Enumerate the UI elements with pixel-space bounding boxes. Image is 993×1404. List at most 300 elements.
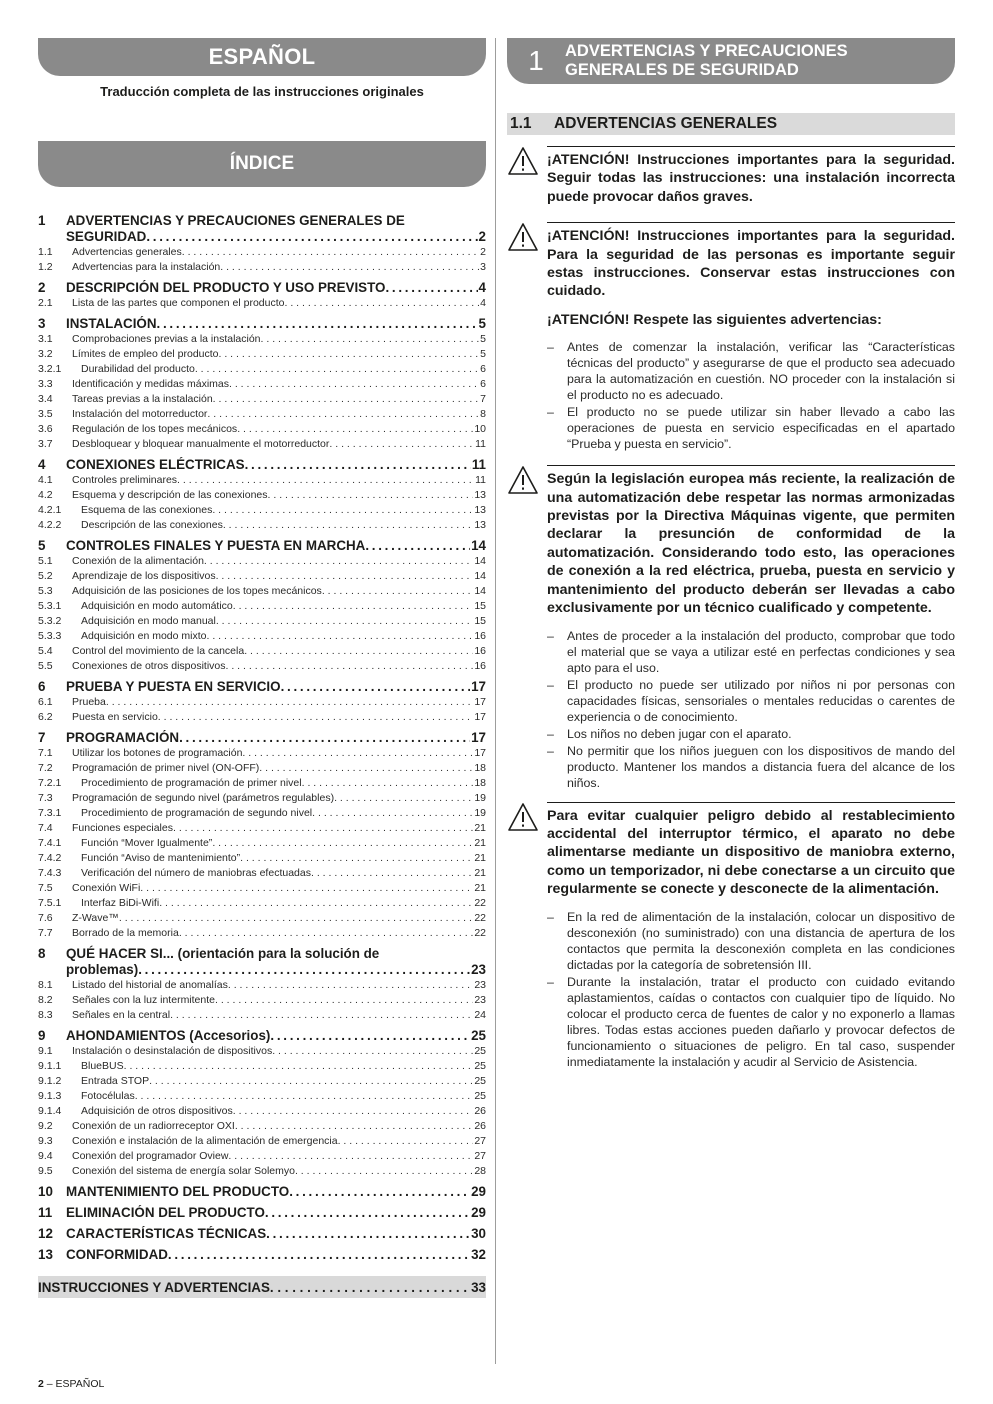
toc-chapter-page: 2: [478, 229, 486, 244]
toc-subentry-title: Procedimiento de programación de segundo nivel: [81, 807, 313, 819]
toc-subentry-number: 7.1: [38, 747, 53, 759]
toc-subentry-title: Esquema y descripción de las conexiones: [72, 489, 268, 501]
section-banner: [507, 38, 955, 84]
toc-subentry-title: Entrada STOP: [81, 1075, 150, 1087]
toc-subentry-page: 6: [480, 363, 486, 375]
toc-subentry[interactable]: [38, 362, 486, 377]
toc-subentry-title: Programación de segundo nivel (parámetros regulables): [72, 792, 335, 804]
toc-subentry-page: 26: [474, 1120, 486, 1132]
toc-chapter-entry[interactable]: [38, 213, 486, 245]
toc-subentry-number: 9.1.3: [38, 1090, 62, 1102]
toc-subentry-page: 23: [474, 994, 486, 1006]
toc-subentry-number: 5.5: [38, 660, 53, 672]
toc-subentry-number: 3.4: [38, 393, 53, 405]
toc-chapter: [38, 1205, 486, 1221]
toc-subentry[interactable]: [38, 1044, 486, 1059]
toc-chapter: [38, 1184, 486, 1200]
toc-subentry-number: 7.7: [38, 927, 53, 939]
toc-subentry-number: 2.1: [38, 297, 53, 309]
toc-subentry-number: 7.4.1: [38, 837, 62, 849]
toc-chapter-page: 23: [471, 962, 486, 977]
section-title-line2: GENERALES DE SEGURIDAD: [565, 61, 799, 79]
toc-subentry-page: 21: [474, 822, 486, 834]
toc-chapter-number: 8: [38, 946, 46, 961]
toc-subentry-number: 4.2.1: [38, 504, 62, 516]
toc-subentry-title: Verificación del número de maniobras efectuadas: [81, 867, 311, 879]
section-title-line1: ADVERTENCIAS Y PRECAUCIONES: [565, 42, 848, 60]
toc-chapter-title: MANTENIMIENTO DEL PRODUCTO: [66, 1184, 290, 1199]
toc-subentry[interactable]: [38, 377, 486, 392]
toc-subentry-number: 5.3.1: [38, 600, 62, 612]
toc-subentry[interactable]: [38, 881, 486, 896]
toc-chapter-page: 17: [471, 730, 486, 745]
toc-chapter-number: 3: [38, 316, 46, 331]
toc-chapter-page: 30: [471, 1226, 486, 1241]
toc-subentry[interactable]: [38, 851, 486, 866]
toc-subentry-number: 3.1: [38, 333, 53, 345]
page-label: – ESPAÑOL: [43, 1378, 105, 1390]
toc-subentry-title: Desbloquear y bloquear manualmente el motorreductor: [72, 438, 330, 450]
column-divider: [495, 38, 496, 1364]
toc-subentry-page: 11: [475, 438, 486, 450]
toc-subentry[interactable]: [38, 1164, 486, 1179]
toc-subentry-page: 23: [474, 979, 486, 991]
toc-subentry-page: 14: [474, 555, 486, 567]
toc-subentry-title: Conexión de un radiorreceptor OXI: [72, 1120, 235, 1132]
toc-subentry-title: Aprendizaje de los dispositivos: [72, 570, 216, 582]
toc-subentry[interactable]: [38, 1008, 486, 1023]
toc-subentry-page: 26: [474, 1105, 486, 1117]
toc-subentry-title: Advertencias generales: [72, 246, 182, 258]
toc-subentry[interactable]: [38, 584, 486, 599]
toc-chapter-title: CARACTERÍSTICAS TÉCNICAS: [66, 1226, 267, 1241]
warning-triangle-icon: [507, 802, 547, 1071]
toc-subentry[interactable]: [38, 746, 486, 761]
warning-triangle-icon: [507, 146, 547, 206]
toc-chapter-title: PROGRAMACIÓN: [66, 730, 180, 745]
toc-chapter-title: CONFORMIDAD: [66, 1247, 168, 1262]
toc-footer-page: 33: [471, 1279, 486, 1295]
toc-chapter-number: 9: [38, 1028, 46, 1043]
toc-subentry-title: Adquisición de las posiciones de los topes mecánicos: [72, 585, 322, 597]
toc-chapter-page: 5: [478, 316, 486, 331]
toc-subentry[interactable]: [38, 1134, 486, 1149]
section-title: [565, 42, 848, 80]
toc-subentry-page: 24: [474, 1009, 486, 1021]
toc-chapter-title: AHONDAMIENTOS (Accesorios): [66, 1028, 271, 1043]
toc-subentry-page: 27: [474, 1150, 486, 1162]
toc-subentry-title: Función “Aviso de mantenimiento”: [81, 852, 241, 864]
toc-subentry[interactable]: [38, 518, 486, 533]
toc-subentry[interactable]: [38, 866, 486, 881]
toc-chapter: [38, 1247, 486, 1263]
toc-subentry-page: 25: [474, 1075, 486, 1087]
toc-subentry[interactable]: [38, 659, 486, 674]
toc-subentry-number: 3.5: [38, 408, 53, 420]
toc-footer-title: INSTRUCCIONES Y ADVERTENCIAS: [38, 1279, 270, 1295]
toc-chapter-entry[interactable]: [38, 1184, 486, 1200]
toc-chapter-title: DESCRIPCIÓN DEL PRODUCTO Y USO PREVISTO: [66, 280, 386, 295]
toc-subentry[interactable]: [38, 554, 486, 569]
toc-chapter-number: 12: [38, 1226, 53, 1241]
toc-chapter-title: problemas): [66, 962, 139, 977]
toc-subentry-page: 22: [474, 912, 486, 924]
subsection-number: 1.1: [510, 115, 532, 132]
toc-subentry[interactable]: [38, 599, 486, 614]
toc-subentry-page: 11: [475, 474, 486, 486]
toc-subentry-number: 9.1.4: [38, 1105, 62, 1117]
warning-body: [547, 465, 955, 791]
bullet-item: – Los niños no deben jugar con el aparato.: [547, 726, 955, 742]
toc-subentry[interactable]: [38, 488, 486, 503]
toc-subentry-page: 2: [480, 246, 486, 258]
toc-subentry-page: 25: [474, 1060, 486, 1072]
toc-subentry-number: 6.1: [38, 696, 53, 708]
bullet-item: – No permitir que los niños jueguen con los dispositivos de mando del producto. Mantener los mandos a distancia fuera del alcance de los niños.: [547, 743, 955, 791]
toc-subentry-title: Descripción de las conexiones: [81, 519, 223, 531]
toc-subentry-page: 18: [474, 762, 486, 774]
toc-chapter-entry[interactable]: [38, 1247, 486, 1263]
toc-subentry-title: Durabilidad del producto: [81, 363, 195, 375]
toc-subentry[interactable]: [38, 644, 486, 659]
toc-subentry-page: 17: [474, 747, 486, 759]
toc-chapter-entry[interactable]: [38, 457, 486, 473]
toc-subentry-title: Adquisición en modo automático: [81, 600, 233, 612]
warning-text: Para evitar cualquier peligro debido al restablecimiento accidental del interruptor térmico, el aparato no debe alimentarse mediante un dispositivo de maniobra externo, como un temporizador, ni debe conectarse a un circuito que regularmente se conecte y desconecte de la alimentación.: [547, 807, 955, 898]
toc-subentry[interactable]: [38, 245, 486, 260]
toc-subentry-title: Advertencias para la instalación: [72, 261, 221, 273]
toc-chapter-number: 11: [38, 1205, 53, 1220]
bullet-item: – En la red de alimentación de la instalación, colocar un dispositivo de desconexión (no suministrado) con una distancia de apertura de los contactos que permita la desconexión completa en las condiciones dictadas por la categoría de sobretensión III.: [547, 909, 955, 973]
toc-subentry-number: 7.3: [38, 792, 53, 804]
toc-subentry-title: Z-Wave™: [72, 912, 119, 924]
warning-block: [507, 222, 955, 453]
toc-subentry-title: Conexión del sistema de energía solar Solemyo: [72, 1165, 295, 1177]
subsection-title: ADVERTENCIAS GENERALES: [554, 115, 778, 132]
right-column: [507, 38, 955, 1071]
toc-subentry-number: 1.2: [38, 261, 53, 273]
toc-subentry-title: Conexión e instalación de la alimentación de emergencia: [72, 1135, 338, 1147]
toc-subentry[interactable]: [38, 911, 486, 926]
toc-subentry-number: 5.4: [38, 645, 53, 657]
bullet-item: – El producto no puede ser utilizado por niños ni por personas con capacidades físicas, sensoriales o mentales reducidas o carentes de experiencia o de conocimiento.: [547, 677, 955, 725]
toc-chapter-title: INSTALACIÓN: [66, 316, 157, 331]
section-number: 1: [528, 45, 544, 76]
toc-subentry[interactable]: [38, 392, 486, 407]
toc-subentry-page: 3: [480, 261, 486, 273]
toc-subentry-number: 3.2: [38, 348, 53, 360]
toc-subentry[interactable]: [38, 836, 486, 851]
toc-subentry-page: 28: [474, 1165, 486, 1177]
index-banner: [38, 141, 486, 187]
toc-subentry[interactable]: [38, 1149, 486, 1164]
toc-chapter-entry[interactable]: [38, 316, 486, 332]
table-of-contents: [38, 213, 486, 1263]
bullet-item: – Antes de proceder a la instalación del producto, comprobar que todo el material que se vaya a utilizar esté en perfectas condiciones y sea apto para el uso.: [547, 628, 955, 676]
toc-subentry-title: Señales con la luz intermitente: [72, 994, 215, 1006]
toc-chapter-title: PRUEBA Y PUESTA EN SERVICIO: [66, 679, 281, 694]
toc-chapter-entry[interactable]: [38, 1205, 486, 1221]
toc-chapter-page: 14: [471, 538, 486, 553]
toc-subentry[interactable]: [38, 896, 486, 911]
toc-subentry-title: Puesta en servicio: [72, 711, 158, 723]
toc-chapter-entry[interactable]: [38, 1028, 486, 1044]
toc-chapter: [38, 316, 486, 452]
toc-subentry-page: 17: [474, 711, 486, 723]
toc-subentry-title: Prueba: [72, 696, 106, 708]
toc-subentry[interactable]: [38, 422, 486, 437]
toc-subentry[interactable]: [38, 695, 486, 710]
toc-chapter: [38, 213, 486, 275]
toc-subentry-title: Función “Mover Igualmente”: [81, 837, 213, 849]
toc-subentry-page: 14: [474, 585, 486, 597]
translation-subtitle: Traducción completa de las instrucciones originales: [100, 84, 424, 99]
toc-subentry-title: Regulación de los topes mecánicos: [72, 423, 238, 435]
toc-subentry-number: 6.2: [38, 711, 53, 723]
toc-subentry-number: 4.2: [38, 489, 53, 501]
toc-subentry-page: 21: [474, 852, 486, 864]
toc-subentry-title: Identificación y medidas máximas: [72, 378, 229, 390]
toc-chapter-title: ELIMINACIÓN DEL PRODUCTO: [66, 1205, 265, 1220]
toc-chapter-number: 2: [38, 280, 46, 295]
toc-subentry-number: 5.2: [38, 570, 53, 582]
toc-subentry-title: Control del movimiento de la cancela: [72, 645, 245, 657]
toc-subentry[interactable]: [38, 1089, 486, 1104]
toc-subentry-title: Esquema de las conexiones: [81, 504, 213, 516]
toc-chapter-entry[interactable]: [38, 679, 486, 695]
warning-body: [547, 146, 955, 206]
toc-subentry-title: Comprobaciones previas a la instalación: [72, 333, 261, 345]
toc-chapter-title: CONTROLES FINALES Y PUESTA EN MARCHA: [66, 538, 366, 553]
toc-footer-entry[interactable]: [38, 1276, 486, 1298]
warning-body: [547, 802, 955, 1071]
toc-chapter-number: 10: [38, 1184, 53, 1199]
toc-subentry-number: 7.5.1: [38, 897, 62, 909]
toc-chapter-title-line1: QUÉ HACER SI... (orientación para la solución de: [66, 946, 380, 961]
toc-subentry-page: 17: [474, 696, 486, 708]
page-number: 2: [38, 1378, 44, 1390]
toc-subentry-number: 5.3.3: [38, 630, 62, 642]
warning-bullets: [547, 909, 955, 1070]
toc-subentry-title: Conexión WiFi: [72, 882, 141, 894]
toc-subentry-page: 13: [474, 489, 486, 501]
toc-subentry-page: 21: [474, 867, 486, 879]
toc-subentry-number: 7.3.1: [38, 807, 62, 819]
toc-chapter: [38, 1028, 486, 1179]
toc-subentry-number: 9.1.2: [38, 1075, 62, 1087]
toc-subentry-number: 5.3: [38, 585, 53, 597]
toc-chapter-title-line1: ADVERTENCIAS Y PRECAUCIONES GENERALES DE: [66, 213, 405, 228]
toc-subentry[interactable]: [38, 347, 486, 362]
toc-subentry-number: 7.4: [38, 822, 53, 834]
subsection-banner: [507, 113, 955, 135]
toc-subentry-number: 9.1: [38, 1045, 53, 1057]
index-title: ÍNDICE: [229, 153, 295, 174]
toc-chapter-number: 1: [38, 213, 46, 228]
toc-subentry-page: 18: [474, 777, 486, 789]
toc-subentry-page: 5: [480, 348, 486, 360]
toc-subentry-title: Listado del historial de anomalías: [72, 979, 228, 991]
toc-subentry-number: 9.2: [38, 1120, 53, 1132]
toc-subentry-page: 22: [474, 927, 486, 939]
warning-text: ¡ATENCIÓN! Instrucciones importantes para la seguridad. Para la seguridad de las personas es importante seguir estas instrucciones. Conservar estas instrucciones con cuidado.: [547, 228, 955, 300]
left-column: [38, 38, 486, 1298]
toc-subentry-title: Instalación del motorreductor: [72, 408, 208, 420]
toc-subentry-number: 1.1: [38, 246, 53, 258]
toc-chapter: [38, 538, 486, 674]
bullet-item: – El producto no se puede utilizar sin haber llevado a cabo las operaciones de puesta en servicio especificadas en el apartado “Prueba y puesta en servicio”.: [547, 404, 955, 452]
toc-subentry-title: Adquisición en modo manual: [81, 615, 216, 627]
toc-subentry-title: Utilizar los botones de programación: [72, 747, 243, 759]
toc-subentry-title: Procedimiento de programación de primer nivel: [81, 777, 302, 789]
toc-subentry-number: 8.3: [38, 1009, 53, 1021]
toc-subentry[interactable]: [38, 437, 486, 452]
toc-subentry[interactable]: [38, 761, 486, 776]
toc-subentry-page: 19: [474, 792, 486, 804]
toc-chapter: [38, 730, 486, 941]
toc-subentry[interactable]: [38, 978, 486, 993]
toc-subentry[interactable]: [38, 791, 486, 806]
language-banner: [38, 38, 486, 76]
toc-chapter-number: 5: [38, 538, 46, 553]
toc-chapter: [38, 457, 486, 533]
warning-body: [547, 222, 955, 453]
toc-chapter-title: CONEXIONES ELÉCTRICAS: [66, 457, 245, 472]
language-title: ESPAÑOL: [208, 44, 316, 69]
toc-chapter-entry[interactable]: [38, 538, 486, 554]
toc-subentry-title: Límites de empleo del producto: [72, 348, 219, 360]
toc-subentry-page: 25: [474, 1090, 486, 1102]
toc-subentry-page: 19: [474, 807, 486, 819]
toc-chapter-number: 13: [38, 1247, 53, 1262]
toc-subentry-page: 13: [474, 519, 486, 531]
toc-subentry[interactable]: [38, 993, 486, 1008]
toc-subentry-page: 16: [474, 645, 486, 657]
toc-chapter-page: 29: [471, 1184, 486, 1199]
toc-subentry-number: 9.3: [38, 1135, 53, 1147]
toc-subentry-page: 22: [474, 897, 486, 909]
warning-bullets: [547, 628, 955, 791]
toc-subentry-page: 21: [474, 882, 486, 894]
toc-chapter-page: 11: [471, 457, 486, 472]
bullet-item: – Antes de comenzar la instalación, verificar las “Características técnicas del producto” y asegurarse de que el producto sea adecuado para la automatización en cuestión. NO proceder con la instalación si el producto no es adecuado.: [547, 339, 955, 403]
toc-subentry[interactable]: [38, 614, 486, 629]
toc-chapter-entry[interactable]: [38, 1226, 486, 1242]
toc-chapter-entry[interactable]: [38, 280, 486, 296]
warning-text: ¡ATENCIÓN! Instrucciones importantes para la seguridad. Seguir todas las instrucciones: una instalación incorrecta puede provocar daños graves.: [547, 152, 955, 205]
toc-subentry[interactable]: [38, 407, 486, 422]
toc-subentry[interactable]: [38, 260, 486, 275]
toc-subentry-title: Conexión del programador Oview: [72, 1150, 229, 1162]
toc-subentry-page: 8: [480, 408, 486, 420]
toc-subentry[interactable]: [38, 503, 486, 518]
toc-subentry[interactable]: [38, 821, 486, 836]
bullet-item: – Durante la instalación, tratar el producto con cuidado evitando aplastamientos, caídas o contactos con cualquier tipo de líquido. No colocar el producto cerca de fuentes de calor y no exponerlo a llamas libres. Todas estas acciones pueden dañarlo y provocar defectos de funcionamiento o situaciones de peligro. En tal caso, suspender inmediatamente la instalación y acudir al Servicio de Asistencia.: [547, 974, 955, 1070]
warning-triangle-icon: [507, 222, 547, 453]
toc-subentry-number: 8.2: [38, 994, 53, 1006]
toc-subentry[interactable]: [38, 569, 486, 584]
toc-subentry-number: 5.3.2: [38, 615, 62, 627]
toc-subentry[interactable]: [38, 1059, 486, 1074]
toc-subentry[interactable]: [38, 926, 486, 941]
toc-subentry-title: Conexión de la alimentación: [72, 555, 204, 567]
toc-subentry-number: 3.6: [38, 423, 53, 435]
toc-subentry[interactable]: [38, 473, 486, 488]
toc-subentry-number: 9.1.1: [38, 1060, 62, 1072]
page-footer: [38, 1378, 104, 1390]
toc-subentry-page: 21: [474, 837, 486, 849]
toc-chapter-number: 7: [38, 730, 46, 745]
toc-chapter: [38, 679, 486, 725]
toc-subentry-title: Interfaz BiDi-Wifi: [81, 897, 160, 909]
toc-subentry-title: Programación de primer nivel (ON-OFF): [72, 762, 260, 774]
toc-subentry-title: Tareas previas a la instalación: [72, 393, 213, 405]
toc-subentry-number: 4.1: [38, 474, 53, 486]
toc-chapter-number: 4: [38, 457, 46, 472]
toc-subentry-page: 7: [480, 393, 486, 405]
toc-subentry-title: Fotocélulas: [81, 1090, 135, 1102]
toc-chapter-page: 29: [471, 1205, 486, 1220]
toc-subentry[interactable]: [38, 332, 486, 347]
toc-subentry-page: 14: [474, 570, 486, 582]
toc-subentry-number: 7.5: [38, 882, 53, 894]
toc-subentry-title: Conexiones de otros dispositivos: [72, 660, 226, 672]
toc-subentry-number: 7.2: [38, 762, 53, 774]
toc-subentry[interactable]: [38, 1074, 486, 1089]
toc-chapter-entry[interactable]: [38, 946, 486, 978]
toc-chapter: [38, 1226, 486, 1242]
toc-subentry-title: Adquisición en modo mixto: [81, 630, 207, 642]
toc-subentry-page: 4: [480, 297, 486, 309]
toc-chapter: [38, 946, 486, 1023]
toc-chapter-entry[interactable]: [38, 730, 486, 746]
warning-text: Según la legislación europea más reciente, la realización de una automatización debe respetar las normas armonizadas previstas por la Directiva Máquinas vigente, que permiten declarar la presunción de conformidad de la automatización. Considerando todo esto, las operaciones de conexión a la red eléctrica, prueba, puesta en servicio y mantenimiento del producto deberán ser llevadas a cabo exclusivamente por un técnico cualificado y competente.: [547, 471, 955, 617]
toc-subentry-page: 27: [474, 1135, 486, 1147]
toc-subentry-number: 4.2.2: [38, 519, 62, 531]
toc-subentry-title: Borrado de la memoria: [72, 927, 179, 939]
toc-subentry-title: Señales en la central: [72, 1009, 171, 1021]
toc-subentry-page: 16: [474, 630, 486, 642]
warning-subheading: ¡ATENCIÓN! Respete las siguientes advertencias:: [547, 311, 882, 328]
toc-subentry-page: 15: [474, 600, 486, 612]
toc-subentry-number: 3.3: [38, 378, 53, 390]
toc-subentry[interactable]: [38, 1104, 486, 1119]
warning-bullets: [547, 339, 955, 452]
toc-subentry-number: 7.4.2: [38, 852, 62, 864]
toc-subentry[interactable]: [38, 629, 486, 644]
toc-chapter-page: 17: [471, 679, 486, 694]
toc-subentry-page: 15: [474, 615, 486, 627]
toc-subentry[interactable]: [38, 710, 486, 725]
toc-subentry[interactable]: [38, 296, 486, 311]
toc-subentry-title: Adquisición de otros dispositivos: [81, 1105, 233, 1117]
toc-subentry[interactable]: [38, 806, 486, 821]
warning-triangle-icon: [507, 465, 547, 791]
warning-block: [507, 465, 955, 791]
toc-subentry-page: 16: [474, 660, 486, 672]
toc-subentry-page: 5: [480, 333, 486, 345]
toc-subentry-page: 25: [474, 1045, 486, 1057]
toc-subentry-title: BlueBUS: [81, 1060, 124, 1072]
warnings-list: [507, 146, 955, 1071]
toc-subentry[interactable]: [38, 1119, 486, 1134]
toc-chapter-number: 6: [38, 679, 46, 694]
toc-subentry[interactable]: [38, 776, 486, 791]
toc-subentry-title: Funciones especiales: [72, 822, 173, 834]
toc-subentry-number: 3.2.1: [38, 363, 62, 375]
toc-subentry-number: 9.5: [38, 1165, 53, 1177]
toc-subentry-number: 7.4.3: [38, 867, 62, 879]
